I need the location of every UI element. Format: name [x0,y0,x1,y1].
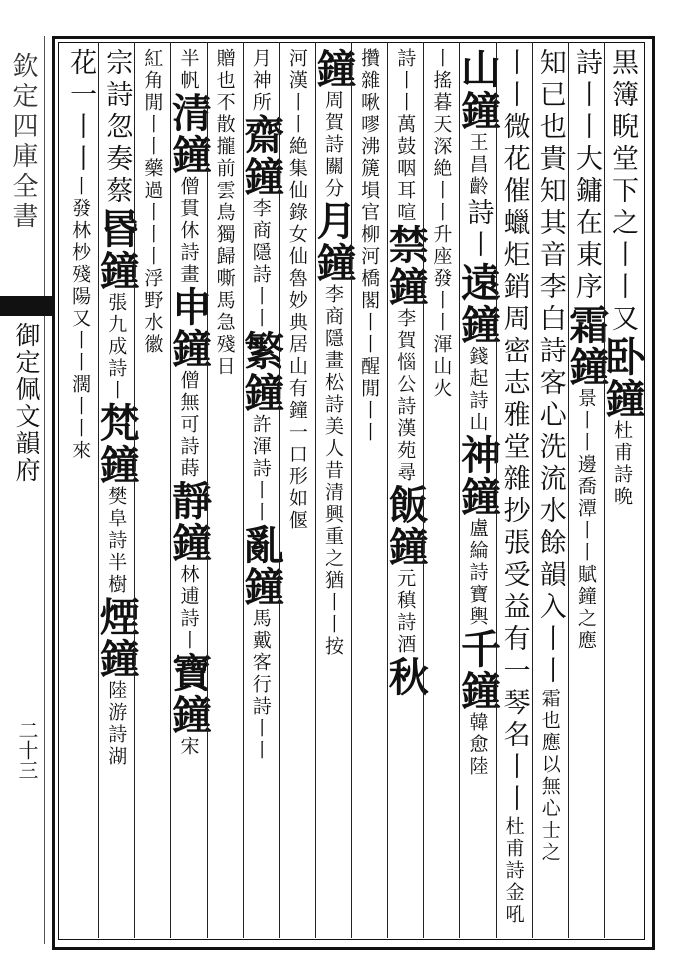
entry-text: 深絶丨丨 [430,136,453,224]
entry-headword: 卧鐘 [598,336,646,420]
entry-text: 知已也貴知其音李白詩客心洗流水餘韻入丨丨 [534,48,566,688]
entry-text: 丨發林杪 [69,176,92,264]
entry-text: 紅 [141,48,164,70]
column-rule [387,42,388,938]
entry-text: 花一丨丨 [65,48,97,176]
entry-text: 僧無可詩蒔 [177,370,200,480]
entry-text: 河漢丨丨絶 [285,48,308,158]
entry-text: 醒閒丨丨 [358,356,381,444]
column-rule [315,42,316,938]
entry-text: 藥過丨丨 [141,158,164,246]
entry-text: 元稹詩酒 [394,568,417,656]
column-rule [604,42,605,938]
entry-text: 濶丨丨來 [69,374,92,462]
entry-text: 樊阜詩半樹 [105,486,128,596]
column-rule [243,42,244,938]
entry-text: 詩丨丨萬鼓咽耳喧 [394,48,417,224]
column-rule [207,42,208,938]
entry-text: 周賀詩關分 [321,90,344,200]
entry-headword: 梵鐘 [93,402,141,486]
column-rule [496,42,497,938]
entry-text: 陸游詩湖 [105,680,128,768]
entry-text: 殘陽又丨丨 [69,264,92,374]
column-rule [98,42,99,938]
entry-headword: 月鐘 [309,200,357,284]
entry-headword: 飯鐘 [382,484,430,568]
column-rule [423,42,424,938]
entry-text: 許渾詩丨丨 [249,414,272,524]
entry-text: 韓愈陸 [466,712,489,778]
entry-headword: 寶鐘 [165,652,213,736]
entry-text: 景丨丨邊喬潭丨丨賦鐘之應 [574,388,597,652]
entry-headword: 千鐘 [454,628,502,712]
entry-text: 李商隱畫松詩美人昔清興重之猶丨丨按 [321,284,344,658]
entry-text: 詩丨 [462,198,494,262]
entry-headword: 鐘 [309,48,357,90]
entry-headword: 靜鐘 [165,480,213,564]
entry-text: 宗詩忽奏蔡 [101,48,133,208]
entry-headword: 遠鐘 [454,262,502,346]
entry-text: 林逋詩丨 [177,564,200,652]
column-rule [279,42,280,938]
entry-text: 渾山火 [430,334,453,400]
entry-headword: 繁鐘 [237,330,285,414]
entry-text: 官柳河橋閣丨丨 [358,202,381,356]
entry-headword: 霜鐘 [562,304,610,388]
entry-text: 半帆 [177,48,200,92]
fish-tail-mark [0,296,52,316]
entry-headword: 齋鐘 [237,114,285,198]
entry-headword: 申鐘 [165,286,213,370]
column-rule [568,42,569,938]
entry-text: 嘶馬急殘日 [213,268,236,378]
entry-text: 詩丨丨大鏞在東序 [570,48,602,304]
margin-divider [44,36,45,944]
entry-text: 李商隱詩丨丨 [249,198,272,330]
entry-text: 攢雜啾嘐沸篪塤 [358,48,381,202]
entry-text: 徽 [141,334,164,356]
entry-headword: 昬鐘 [93,208,141,292]
entry-text: 黒簿睨堂下之丨丨又 [606,48,638,336]
entry-text: 角閒丨丨 [141,70,164,158]
margin-page-number: 二十三 [15,720,39,780]
column-rule [134,42,135,938]
entry-text: 李賀惱公詩漢苑尋 [394,308,417,484]
entry-text: 王昌齡 [466,132,489,198]
column-rule [351,42,352,938]
entry-text: 杜甫詩晩 [610,420,633,508]
entry-text: 鳥獨歸 [213,202,236,268]
entry-text: 丨搖暮天 [430,48,453,136]
margin-top-fragment: 欽定四庫全書 [8,52,38,232]
entry-text: 升座發丨丨 [430,224,453,334]
entry-headword: 神鐘 [454,434,502,518]
entry-headword: 秋 [382,656,430,698]
entry-text: 月神所 [249,48,272,114]
entry-text: 僧貫休詩畫 [177,176,200,286]
entry-text: 贈也 [213,48,236,92]
entry-text: 丨浮野水 [141,246,164,334]
entry-headword: 亂鐘 [237,524,285,608]
entry-text: 不散攏前雲 [213,92,236,202]
entry-headword: 煙鐘 [93,596,141,680]
entry-headword: 清鐘 [165,92,213,176]
entry-text: 集仙錄女仙魯妙典居山有鐘一口形如偃 [285,158,308,532]
entry-headword: 禁鐘 [382,224,430,308]
margin-book-title: 御定佩文韻府 [12,322,41,484]
entry-text: 張九成詩丨 [105,292,128,402]
entry-text: 錢起詩山 [466,346,489,434]
column-rule [532,42,533,938]
entry-headword: 山鐘 [454,48,502,132]
entry-text: 宋 [177,736,200,758]
entry-text: 霜也應以無心士之 [538,688,561,864]
entry-text: 丨丨微花催蠟炬銷周密志雅堂雜抄張受益有一琴名丨丨 [498,48,530,816]
entry-text: 盧綸詩寶輿 [466,518,489,628]
entry-text: 馬戴客行詩丨丨 [249,608,272,762]
column-rule [459,42,460,938]
entry-text: 杜甫詩金吼 [502,816,525,926]
column-rule [170,42,171,938]
